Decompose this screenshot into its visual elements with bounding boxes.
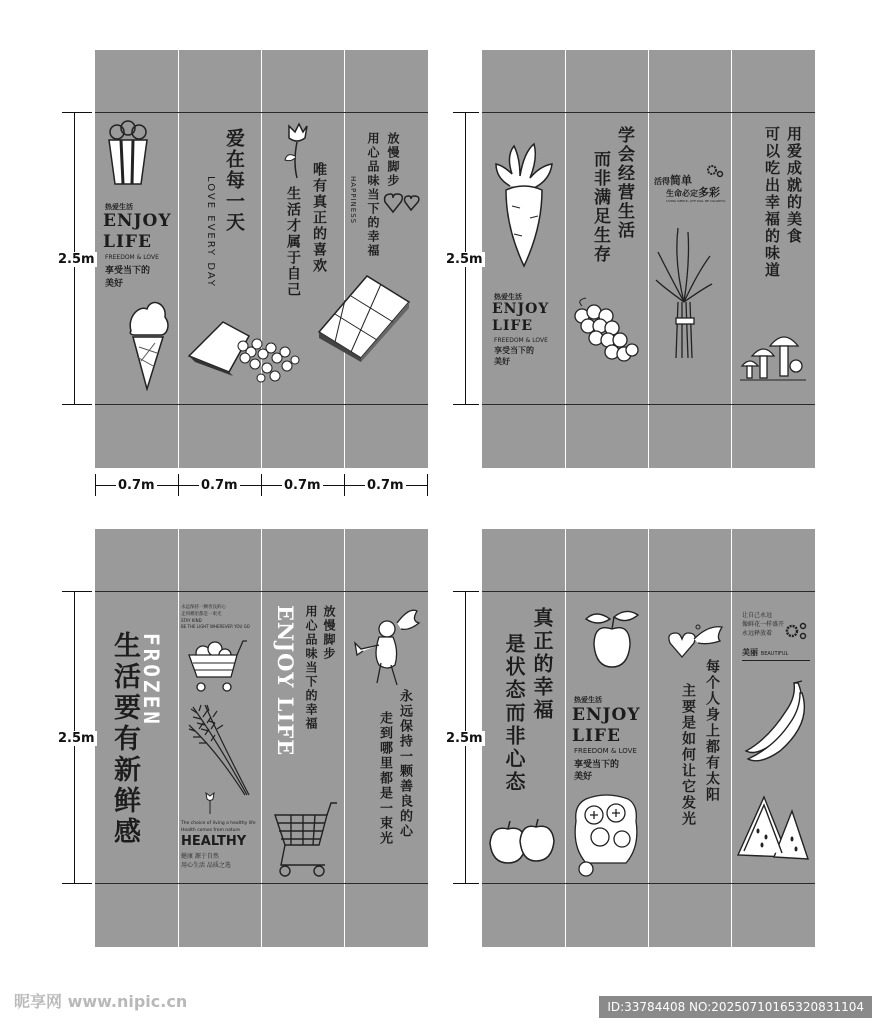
p2c3-c <box>666 184 720 200</box>
apple-leaf-icon <box>582 605 640 671</box>
p3c2-top4: BE THE LIGHT WHEREVER YOU GO <box>181 624 250 629</box>
p1c1-line1: 享受当下的 <box>105 266 151 276</box>
p2c4-line1: 用爱成就的美食 <box>785 126 803 245</box>
p4c1-line1: 真正的幸福 <box>530 607 554 722</box>
p1c4-line1: 放慢脚步 <box>386 132 400 188</box>
flower-icon <box>704 162 724 182</box>
flower-small-icon <box>782 621 808 641</box>
cupid-icon <box>353 605 423 695</box>
p1c2-main: 爱在每一天 <box>223 128 245 233</box>
bananas-icon <box>738 679 814 765</box>
p4c2-line1: 享受当下的 <box>574 760 620 770</box>
p1c4-sub: HAPPINESS <box>349 176 357 225</box>
height-label-1: 2.5m <box>58 252 95 267</box>
p1c1-small: 热爱生活 <box>105 203 133 211</box>
p1c1-freedom: FREEDOM & LOVE <box>105 254 159 261</box>
rose-icon <box>283 122 309 180</box>
p3c2-top3: STAY KIND <box>181 618 202 623</box>
carrot-icon <box>490 138 556 268</box>
p2c1-small: 热爱生活 <box>494 293 522 301</box>
width-label-4: 0.7m <box>367 478 404 493</box>
p3c4-line1: 永远保持一颗善良的心 <box>397 689 412 839</box>
p2c1-line2: 美好 <box>494 357 510 366</box>
p1c3-line1: 唯有真正的喜欢 <box>311 162 327 274</box>
width-label-3: 0.7m <box>284 478 321 493</box>
height-label-4: 2.5m <box>446 731 483 746</box>
watermark: 昵享网 www.nipic.cn <box>14 992 188 1011</box>
p2c3-b-text: 简单 <box>670 174 692 187</box>
panel-bottom-right <box>482 529 815 947</box>
height-label-3: 2.5m <box>58 731 95 746</box>
p3c2-top1: 永远保持一颗善良的心 <box>181 605 226 610</box>
p3c4-line2: 走到哪里都是一束光 <box>377 711 392 846</box>
p2c4-line2: 可以吃出幸福的味道 <box>763 126 781 279</box>
p3c2-bot3: 健康 源于自然 <box>181 853 219 860</box>
persimmon-bag-icon <box>570 791 642 877</box>
hearts-icon <box>383 190 423 216</box>
panel-bottom-left <box>95 529 428 947</box>
p2c3-tiny: LIVING SIMPLE, LIFE WILL BE COLORFUL <box>666 199 726 203</box>
p2c1-freedom: FREEDOM & LOVE <box>494 337 548 344</box>
p3c2-bot2: Health comes from nature <box>181 828 241 833</box>
p4c4-t5-text: BEAUTIFUL <box>760 651 789 657</box>
p1c4-line2: 用心品味当下的幸福 <box>366 132 380 258</box>
p3c1-main: 生活要有新鲜感 <box>109 631 140 848</box>
footer <box>0 986 884 1024</box>
ice-cream-icon <box>125 295 171 391</box>
p4c1-line2: 是状态而非心态 <box>502 633 526 794</box>
p4c4-t2: 像鲜花一样盛开 <box>742 621 785 628</box>
mushrooms-icon <box>740 326 806 382</box>
p2c1-enjoy: ENJOY <box>492 301 550 317</box>
p3c2-healthy: HEALTHY <box>181 834 247 849</box>
p4c3-line2: 主要是如何让它发光 <box>680 683 696 827</box>
p3c3-line2: 用心品味当下的幸福 <box>304 605 318 731</box>
p4c2-small: 热爱生活 <box>574 696 602 704</box>
p1c1-life: LIFE <box>103 232 152 252</box>
p4c4-t3: 永远释放着 <box>742 630 773 637</box>
p3c2-bot4: 用心生活 品质之选 <box>181 862 231 869</box>
width-label-1: 0.7m <box>118 478 155 493</box>
p1c1-line2: 美好 <box>105 279 124 289</box>
p2c3-c-text: 生命必定 <box>666 189 698 198</box>
p4c2-freedom: FREEDOM & LOVE <box>574 747 637 755</box>
p2c3-a-text: 活得 <box>654 177 670 186</box>
p2c3-d-text: 多彩 <box>698 186 720 199</box>
popcorn-bag-icon <box>187 312 307 392</box>
winged-heart-icon <box>658 621 724 663</box>
cart-empty-icon <box>271 801 337 879</box>
chocolate-bar-icon <box>315 272 411 362</box>
p4c2-life: LIFE <box>572 726 621 746</box>
wheat-bundle-icon <box>654 222 714 362</box>
image-id-bar: ID:33784408 NO:20250710165320831104 <box>599 996 872 1018</box>
p4c4-t4-text: 美丽 <box>742 648 758 657</box>
p4c2-line2: 美好 <box>574 772 593 782</box>
p2c2-line2: 而非满足生存 <box>590 150 610 264</box>
small-rose-icon <box>203 791 217 815</box>
p4c4-t1: 让自己永远 <box>742 612 773 619</box>
p2c1-line1: 享受当下的 <box>494 346 534 355</box>
p3c1-frozen: FROZEN <box>139 633 163 727</box>
p3c2-top2: 走到哪里都是一束光 <box>181 612 222 617</box>
p2c2-line1: 学会经营生活 <box>614 126 634 240</box>
p4c2-enjoy: ENJOY <box>572 705 641 725</box>
panel-top-right <box>482 50 815 468</box>
watermelon-icon <box>734 791 810 865</box>
p2c1-life: LIFE <box>492 318 534 334</box>
grapes-icon <box>572 296 642 366</box>
p4c4-t4 <box>742 647 788 658</box>
apples-icon <box>488 819 560 867</box>
p3c3-line1: 放慢脚步 <box>322 605 336 661</box>
p3c3-enjoy: ENJOY LIFE <box>273 605 298 757</box>
p4c3-line1: 每个人身上都有太阳 <box>704 659 720 803</box>
width-label-2: 0.7m <box>201 478 238 493</box>
p1c1-enjoy: ENJOY <box>103 211 172 231</box>
panel-top-left <box>95 50 428 468</box>
p3c2-bot1: The choice of living a healthy life <box>181 821 256 826</box>
p1c2-sub: LOVE EVERY DAY <box>205 176 216 289</box>
height-label-2: 2.5m <box>446 252 483 267</box>
cart-full-icon <box>185 635 247 693</box>
popcorn-icon <box>105 120 151 186</box>
wheat-icon <box>187 701 257 801</box>
p1c3-line2: 生活才属于自己 <box>285 186 301 298</box>
